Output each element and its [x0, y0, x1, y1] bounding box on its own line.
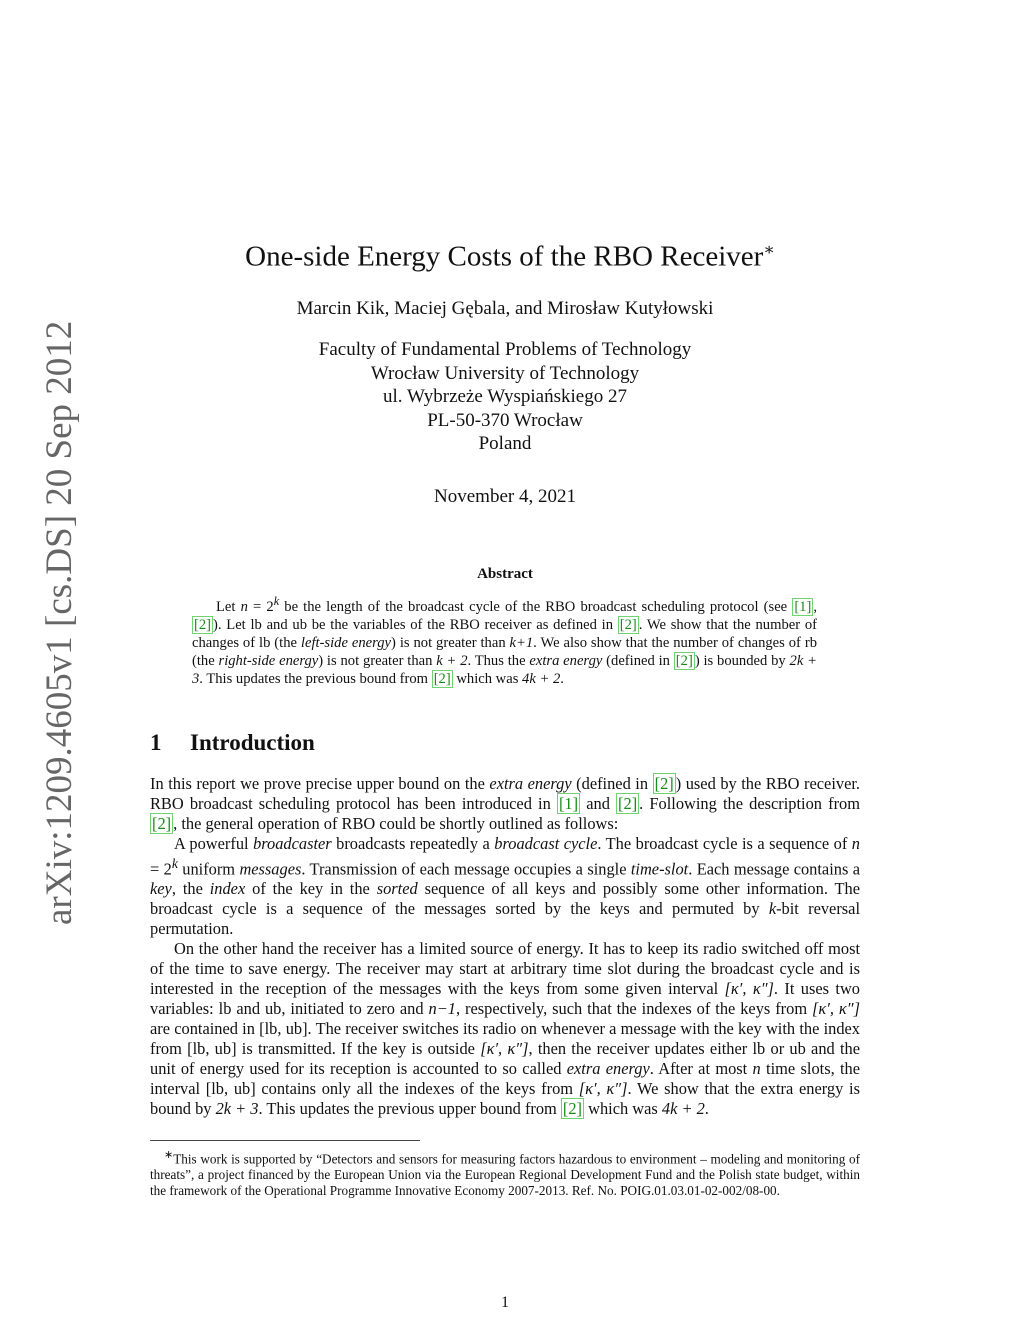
affiliation-line: PL-50-370 Wrocław	[427, 409, 583, 431]
citation-link[interactable]: [2]	[562, 1099, 583, 1119]
affiliation-line: Faculty of Fundamental Problems of Technology	[318, 339, 692, 360]
body-text	[150, 774, 860, 1119]
abstract-heading: Abstract	[477, 566, 533, 582]
paper-title: One-side Energy Costs of the RBO Receiver∗	[245, 240, 775, 273]
author-list: Marcin Kik, Maciej Gębala, and Mirosław Kutyłowski	[296, 298, 714, 319]
affiliation-line: Wrocław University of Technology	[370, 362, 640, 384]
footnote-divider	[150, 1140, 420, 1141]
citation-link[interactable]: [2]	[152, 814, 172, 833]
paper-date: November 4, 2021	[434, 486, 576, 507]
citation-link[interactable]: [2]	[618, 794, 638, 813]
affiliation-line: ul. Wybrzeże Wyspiańskiego 27	[383, 386, 627, 407]
section-heading	[150, 730, 315, 756]
affiliation	[150, 338, 860, 456]
citation-link[interactable]: [2]	[194, 616, 212, 633]
citation-link[interactable]: [2]	[654, 774, 674, 793]
citation-link[interactable]: [1]	[558, 794, 579, 813]
paragraph: A powerful broadcaster broadcasts repeatedly a broadcast cycle. The broadcast cycle is a sequence of $n = 2^k$ uniform messages. Transmission of each message occupies a single time-slot. Each message contains a key, the index of the key in the sorted sequence of all keys and possibly some other information. The broadcast cycle is a sequence of the messages sorted by the keys and permuted by k-bit reversal permutation.	[150, 834, 860, 939]
affiliation-line: Poland	[478, 433, 532, 454]
footnote: ∗This work is supported by “Detectors and sensors for measuring factors hazardous to environment – modeling and monitoring of threats”, a project financed by the European Union via the European Regional Development Fund and the Polish state budget, within the framework of the Operational Programme Innovative Economy 2007-2013. Ref. No. POIG.01.03.01-02-002/08-00.	[150, 1149, 860, 1199]
citation-link[interactable]: [2]	[433, 670, 451, 687]
citation-link[interactable]: [1]	[794, 598, 812, 615]
page-number: 1	[501, 1294, 509, 1311]
paragraph: On the other hand the receiver has a limited source of energy. It has to keep its radio switched off most of the time to save energy. The receiver may start at arbitrary time slot during the broadcast cycle and is interested in the reception of the messages with the keys from some given interval [κ′, κ″]. It uses two variables: lb and ub, initiated to zero and n−1, respectively, such that the indexes of the keys from [κ′, κ″] are contained in [lb, ub]. The receiver switches its radio on whenever a message with the key with the index from [lb, ub] is transmitted. If the key is outside [κ′, κ″], then the receiver updates either lb or ub and the unit of energy used for its reception is accounted to so called extra energy. After at most n time slots, the interval [lb, ub] contains only all the indexes of the keys from [κ′, κ″]. We show that the extra energy is bound by 2k + 3. This updates the previous upper bound from [2] which was 4k + 2.	[150, 939, 861, 1119]
abstract-text: Let $n = 2^k$ be the length of the broadcast cycle of the RBO broadcast scheduling protocol (see [1] , [2] ). Let lb and ub be the variables of the RBO receiver as defined in [2] . We show that the number of changes of lb (the left-side energy) is not greater than k+1. We also show that the number of changes of rb (the right-side energy) is not greater than k + 2. Thus the extra energy (defined in [2] ) is bounded by 2k + 3. This updates the previous bound from [2] which was 4k + 2.	[192, 594, 817, 687]
section-title: Introduction	[190, 730, 315, 755]
citation-link[interactable]: [2]	[619, 616, 637, 633]
footnote-mark: ∗	[164, 1149, 174, 1161]
section-number: 1	[150, 730, 162, 755]
arxiv-identifier: arXiv:1209.4605v1 [cs.DS] 20 Sep 2012	[39, 320, 80, 925]
title-footnote-mark: ∗	[763, 240, 775, 259]
paragraph: In this report we prove precise upper bound on the extra energy (defined in [2] ) used by the RBO receiver. RBO broadcast scheduling protocol has been introduced in [1] and [2] . Following the description from [2] , the general operation of RBO could be shortly outlined as follows:	[150, 774, 861, 833]
citation-link[interactable]: [2]	[675, 652, 693, 669]
